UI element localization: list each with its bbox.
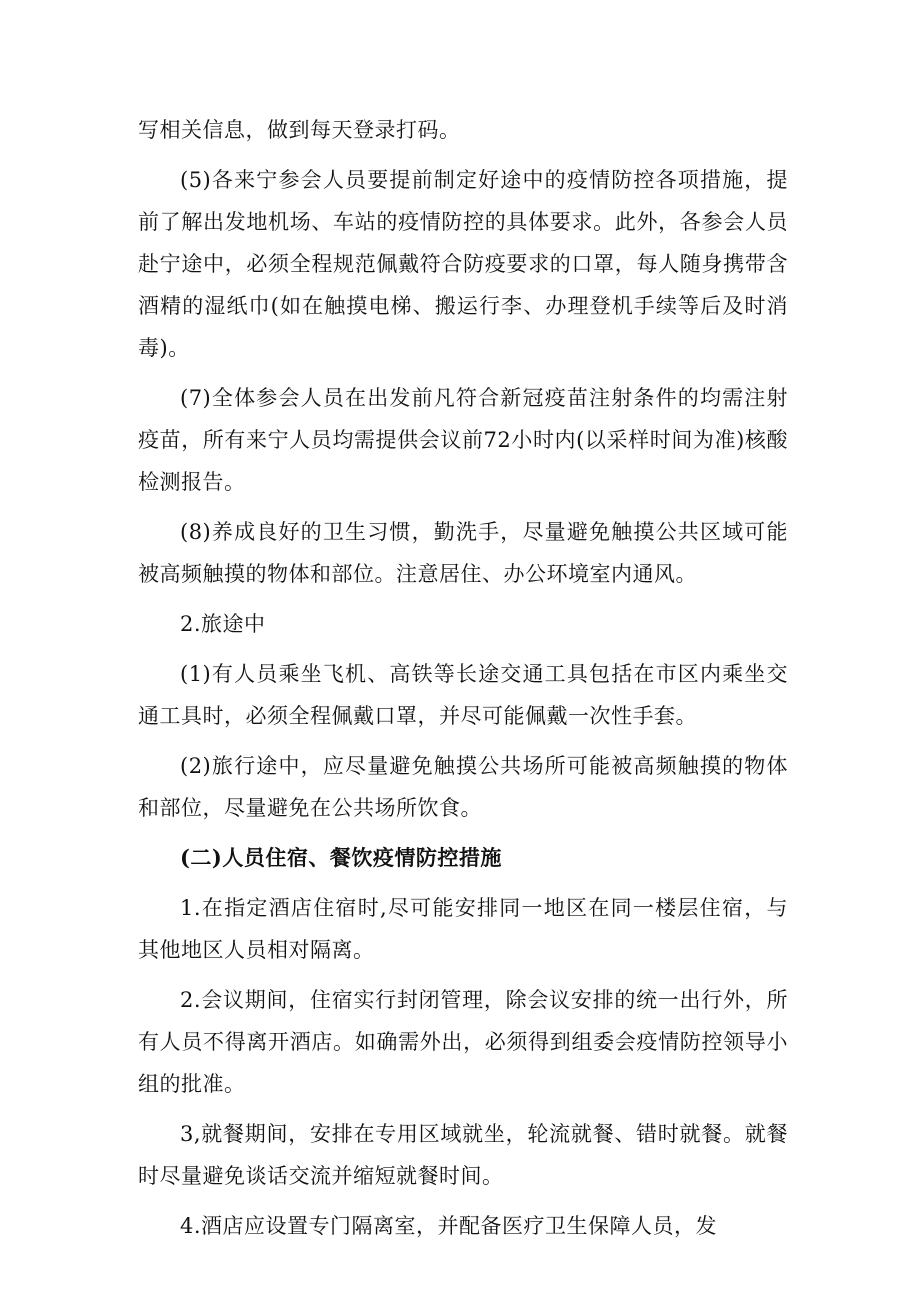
paragraph-continuation: 写相关信息，做到每天登录打码。	[138, 118, 461, 142]
paragraph-lodging-4: 4.酒店应设置专门隔离室，并配备医疗卫生保障人员，发	[180, 1214, 718, 1238]
paragraph-item-5: (5)各来宁参会人员要提前制定好途中的疫情防控各项措施，提前了解出发地机场、车站的疫情防控的具体要求。此外，各参会人员赴宁途中，必须全程规范佩戴符合防疫要求的口罩，每人随身携带含酒精的湿纸巾(如在触摸电梯、搬运行李、办理登机手续等后及时消毒)。	[138, 168, 788, 360]
paragraph-lodging-2: 2.会议期间，住宿实行封闭管理，除会议安排的统一出行外，所有人员不得离开酒店。如确需外出，必须得到组委会疫情防控领导小组的批准。	[138, 988, 788, 1096]
paragraph-item-7: (7)全体参会人员在出发前凡符合新冠疫苗注射条件的均需注射疫苗，所有来宁人员均需提供会议前72小时内(以采样时间为准)核酸检测报告。	[138, 386, 788, 494]
paragraph-lodging-1: 1.在指定酒店住宿时,尽可能安排同一地区在同一楼层住宿，与其他地区人员相对隔离。	[138, 896, 788, 962]
paragraph-lodging-3: 3,就餐期间，安排在专用区域就坐，轮流就餐、错时就餐。就餐时尽量避免谈话交流并缩短就餐时间。	[138, 1122, 788, 1188]
paragraph-travel-1: (1)有人员乘坐飞机、高铁等长途交通工具包括在市区内乘坐交通工具时，必须全程佩戴口罩，并尽可能佩戴一次性手套。	[138, 662, 788, 728]
paragraph-item-8: (8)养成良好的卫生习惯，勤洗手，尽量避免触摸公共区域可能被高频触摸的物体和部位。注意居住、办公环境室内通风。	[138, 520, 788, 586]
section-heading-lodging-dining: (二)人员住宿、餐饮疫情防控措施	[180, 845, 502, 870]
section-travel: 2.旅途中	[180, 612, 266, 636]
document-body	[138, 109, 788, 1255]
paragraph-travel-2: (2)旅行途中，应尽量避免触摸公共场所可能被高频触摸的物体和部位，尽量避免在公共场所饮食。	[138, 754, 788, 820]
